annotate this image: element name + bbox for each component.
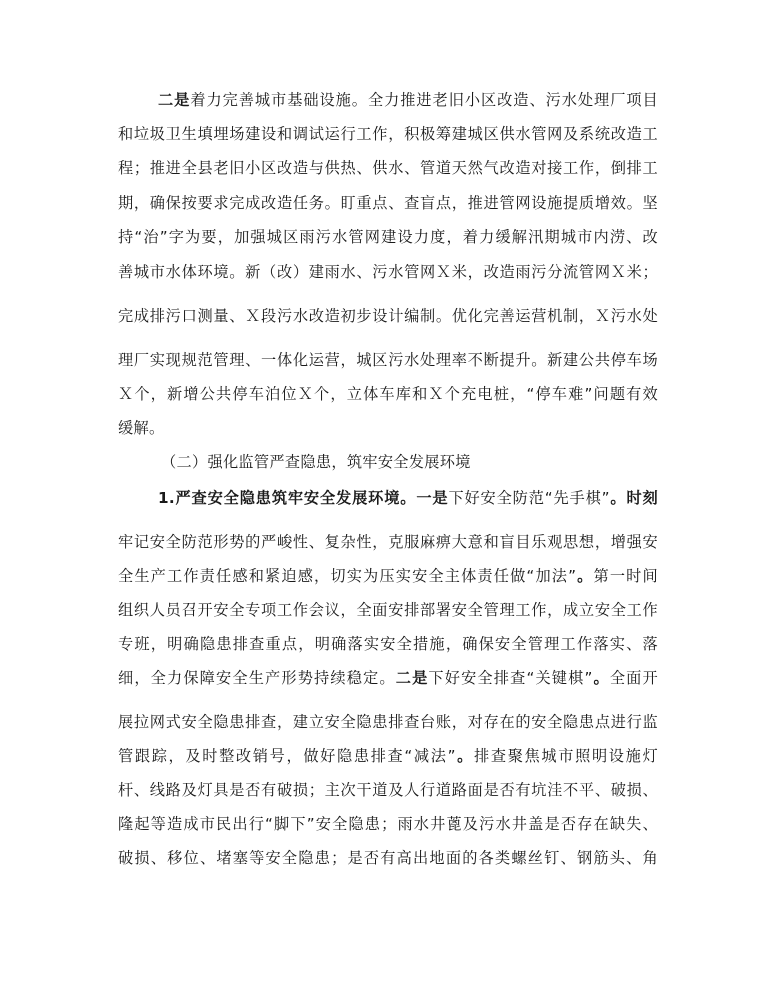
section-heading [161,452,481,472]
text-run: 程；推进全县老旧小区改造与供热、供水、管道天然气改造对接工作，倒排工 [118,159,658,177]
text-run: 全面开 [609,669,658,687]
text-run: 破损、移位、堵塞等安全隐患；是否有高出地面的各类螺丝钉、钢筋头、角 [118,849,658,867]
text-run: 细，全力保障安全生产形势持续稳定。 [118,669,396,687]
text-run: 和垃圾卫生填埋场建设和调试运行工作，积极筹建城区供水管网及系统改造工 [118,125,658,143]
text-run: 理厂实现规范管理、一体化运营，城区污水处理率不断提升。新建公共停车场 [118,351,658,369]
text-run: 专班，明确隐患排查重点，明确落实安全措施，确保安全管理工作落实、落 [118,635,658,653]
paragraph-line [118,848,658,868]
text-run: 期，确保按要求完成改造任务。盯重点、查盲点，推进管网设施提质增效。坚 [118,194,658,212]
paragraph-line [118,418,658,438]
paragraph-line [118,193,658,213]
paragraph-line [158,488,658,508]
text-run: 排查聚焦城市照明设施灯 [474,747,658,765]
paragraph-line [118,262,658,282]
bold-text: 。时刻 [609,489,658,507]
bold-text: 二是 [395,669,429,687]
text-run: 缓解。 [118,419,165,437]
text-run: 着力完善城市基础设施。全力推进老旧小区改造、污水处理厂项目 [190,91,658,109]
bold-text: 。 [576,567,594,585]
paragraph-line [118,306,658,326]
text-run: 隆起等造成市民出行“脚下”安全隐患；雨水井蓖及污水井盖是否存在缺失、 [118,815,658,833]
text-run: 善城市水体环境。新（改）建雨水、污水管网Ｘ米，改造雨污分流管网Ｘ米； [118,263,658,281]
text-run: 杆、线路及灯具是否有破损；主次干道及人行道路面是否有坑洼不平、破损、 [118,781,658,799]
text-run: 牢记安全防范形势的严峻性、复杂性，克服麻痹大意和盲目乐观思想，增强安 [118,533,658,551]
bold-text: 。 [455,747,475,765]
paragraph-line [118,566,658,586]
paragraph-line [118,668,658,688]
paragraph-line [118,634,658,654]
paragraph-line [158,90,658,110]
paragraph-line [118,350,658,370]
text-run: 管跟踪，及时整改销号，做好隐患排查“减法” [118,747,456,765]
bold-text: 1.严查安全隐患筑牢安全发展环境。 [158,489,417,507]
paragraph-line [118,814,658,834]
paragraph-line [118,746,658,766]
text-run: 展拉网式安全隐患排查，建立安全隐患排查台账，对存在的安全隐患点进行监 [118,713,658,731]
paragraph-line [118,384,658,404]
bold-text: 一是 [416,489,449,507]
text-run: 持“治”字为要，加强城区雨污水管网建设力度，着力缓解汛期城市内涝、改 [118,228,658,246]
paragraph-line [118,227,658,247]
paragraph-line [118,532,658,552]
paragraph-line [118,158,658,178]
text-run: 第一时间 [593,567,658,585]
paragraph-line [118,600,658,620]
paragraph-line [118,780,658,800]
paragraph-line [118,124,658,144]
text-run: 下好安全排查“关键棋” [428,669,593,687]
text-run: 组织人员召开安全专项工作会议，全面安排部署安全管理工作，成立安全工作 [118,601,658,619]
text-run: （二）强化监管严查隐患，筑牢安全发展环境 [161,453,471,471]
text-run: 下好安全防范“先手棋” [448,489,610,507]
text-run: Ｘ个，新增公共停车泊位Ｘ个，立体车库和Ｘ个充电桩，“停车难”问题有效 [118,385,658,403]
text-run: 完成排污口测量、Ｘ段污水改造初步设计编制。优化完善运营机制，Ｘ污水处 [118,307,658,325]
text-run: 全生产工作责任感和紧迫感，切实为压实安全主体责任做“加法” [118,567,577,585]
bold-text: 。 [592,669,610,687]
paragraph-line [118,712,658,732]
bold-text: 二是 [158,91,191,109]
